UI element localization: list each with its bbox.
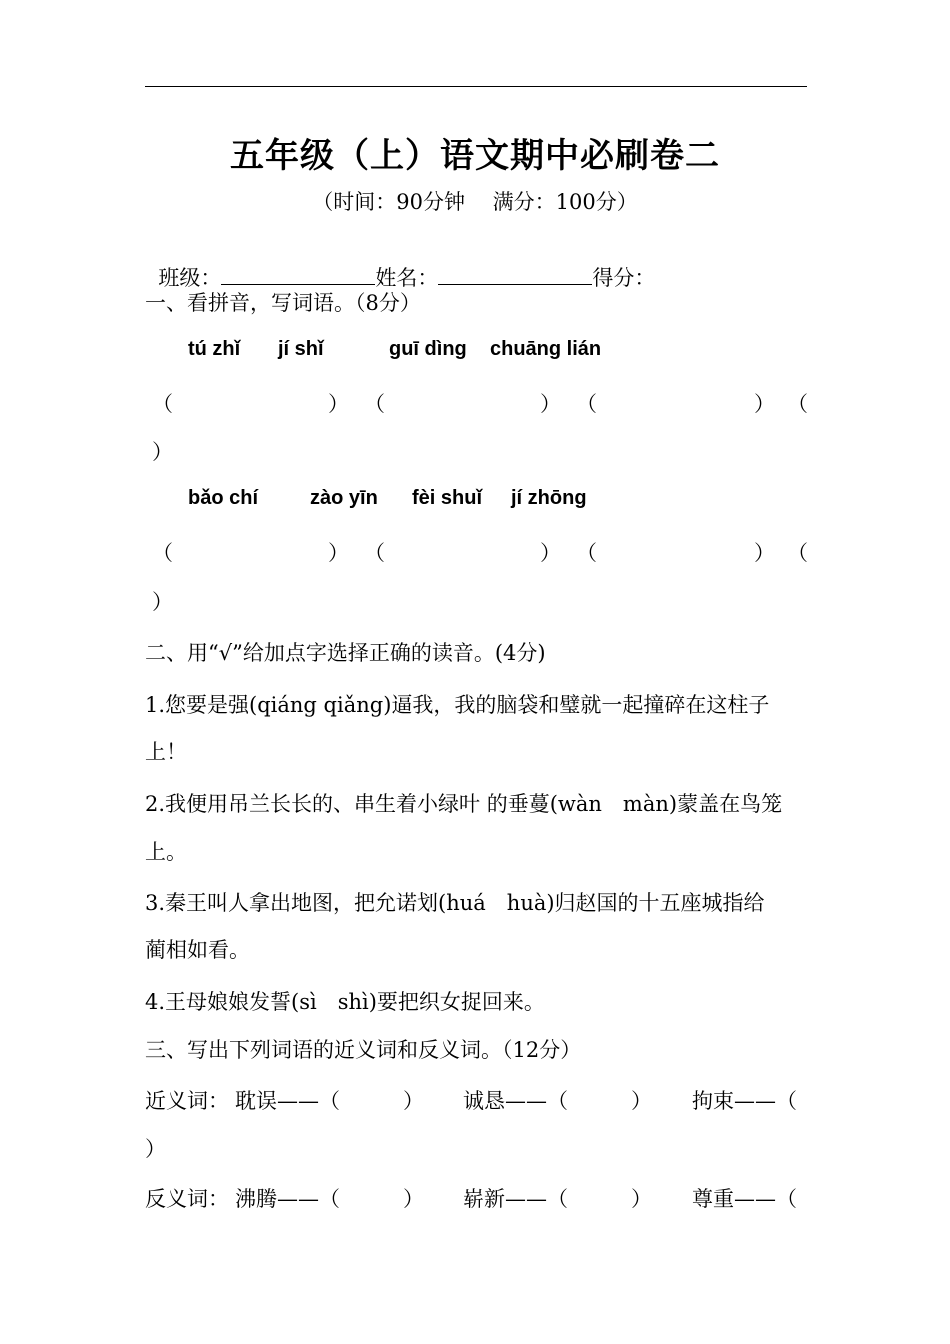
answer-paren-open: （ (152, 392, 173, 416)
name-label: 姓名： (375, 266, 439, 290)
answer-paren-close: ） (540, 541, 561, 565)
question-1-line1: 1.您要是强(qiáng qiǎng)逼我，我的脑袋和璧就一起撞碎在这柱子 (145, 693, 770, 717)
answer-paren-open: （ (576, 392, 597, 416)
class-label: 班级： (158, 266, 222, 290)
antonym-label: 反义词： (145, 1187, 229, 1211)
synonym-tail: ） (145, 1137, 166, 1161)
answer-paren-close: ） (328, 392, 349, 416)
synonym-label: 近义词： (145, 1089, 229, 1113)
page-title: 五年级（上）语文期中必刷卷二 (230, 136, 720, 176)
section2-heading: 二、用“√”给加点字选择正确的读音。(4分) (145, 641, 546, 665)
answer-paren-open: （ (576, 541, 597, 565)
name-blank[interactable] (438, 264, 592, 285)
class-blank[interactable] (221, 264, 375, 285)
question-1-line2: 上！ (145, 740, 187, 764)
pinyin-item: zào yīn (310, 487, 378, 509)
antonym-item: 沸腾——（ ） (235, 1187, 424, 1211)
synonym-item: 诚恳——（ ） (463, 1089, 652, 1113)
exam-subtitle: （时间：90分钟 满分：100分） (312, 190, 638, 214)
question-2-line2: 上。 (145, 840, 187, 864)
answer-paren-open: （ (152, 541, 173, 565)
pinyin-item: tú zhǐ (188, 338, 241, 360)
answer-paren-close: ） (540, 392, 561, 416)
pinyin-item: bǎo chí (188, 487, 259, 509)
top-rule (145, 86, 807, 87)
info-row (145, 238, 655, 292)
answer-paren-open: （ (787, 392, 808, 416)
answer-paren-close: ） (152, 590, 173, 614)
answer-paren-close: ） (328, 541, 349, 565)
pinyin-item: fèi shuǐ (412, 487, 483, 509)
question-2-line1: 2.我便用吊兰长长的、串生着小绿叶 的垂蔓(wàn màn)蒙盖在鸟笼 (145, 792, 783, 816)
answer-paren-close: ） (152, 440, 173, 464)
pinyin-item: chuāng lián (490, 338, 602, 360)
synonym-item: 拘束——（ (692, 1089, 797, 1113)
question-3-line2: 蔺相如看。 (145, 938, 250, 962)
answer-paren-close: ） (754, 392, 775, 416)
section1-heading: 一、看拼音，写词语。（8分） (145, 291, 421, 315)
question-4: 4.王母娘娘发誓(sì shì)要把织女捉回来。 (145, 990, 545, 1014)
pinyin-item: jí shǐ (278, 338, 324, 360)
answer-paren-open: （ (364, 541, 385, 565)
answer-paren-open: （ (787, 541, 808, 565)
section3-heading: 三、写出下列词语的近义词和反义词。（12分） (145, 1038, 582, 1062)
score-label: 得分： (592, 266, 656, 290)
pinyin-item: jí zhōng (511, 487, 587, 509)
question-3-line1: 3.秦王叫人拿出地图，把允诺划(huá huà)归赵国的十五座城指给 (145, 891, 765, 915)
answer-paren-close: ） (754, 541, 775, 565)
answer-paren-open: （ (364, 392, 385, 416)
synonym-item: 耽误——（ ） (235, 1089, 424, 1113)
antonym-item: 尊重——（ (692, 1187, 797, 1211)
antonym-item: 崭新——（ ） (463, 1187, 652, 1211)
pinyin-item: guī dìng (389, 338, 467, 360)
